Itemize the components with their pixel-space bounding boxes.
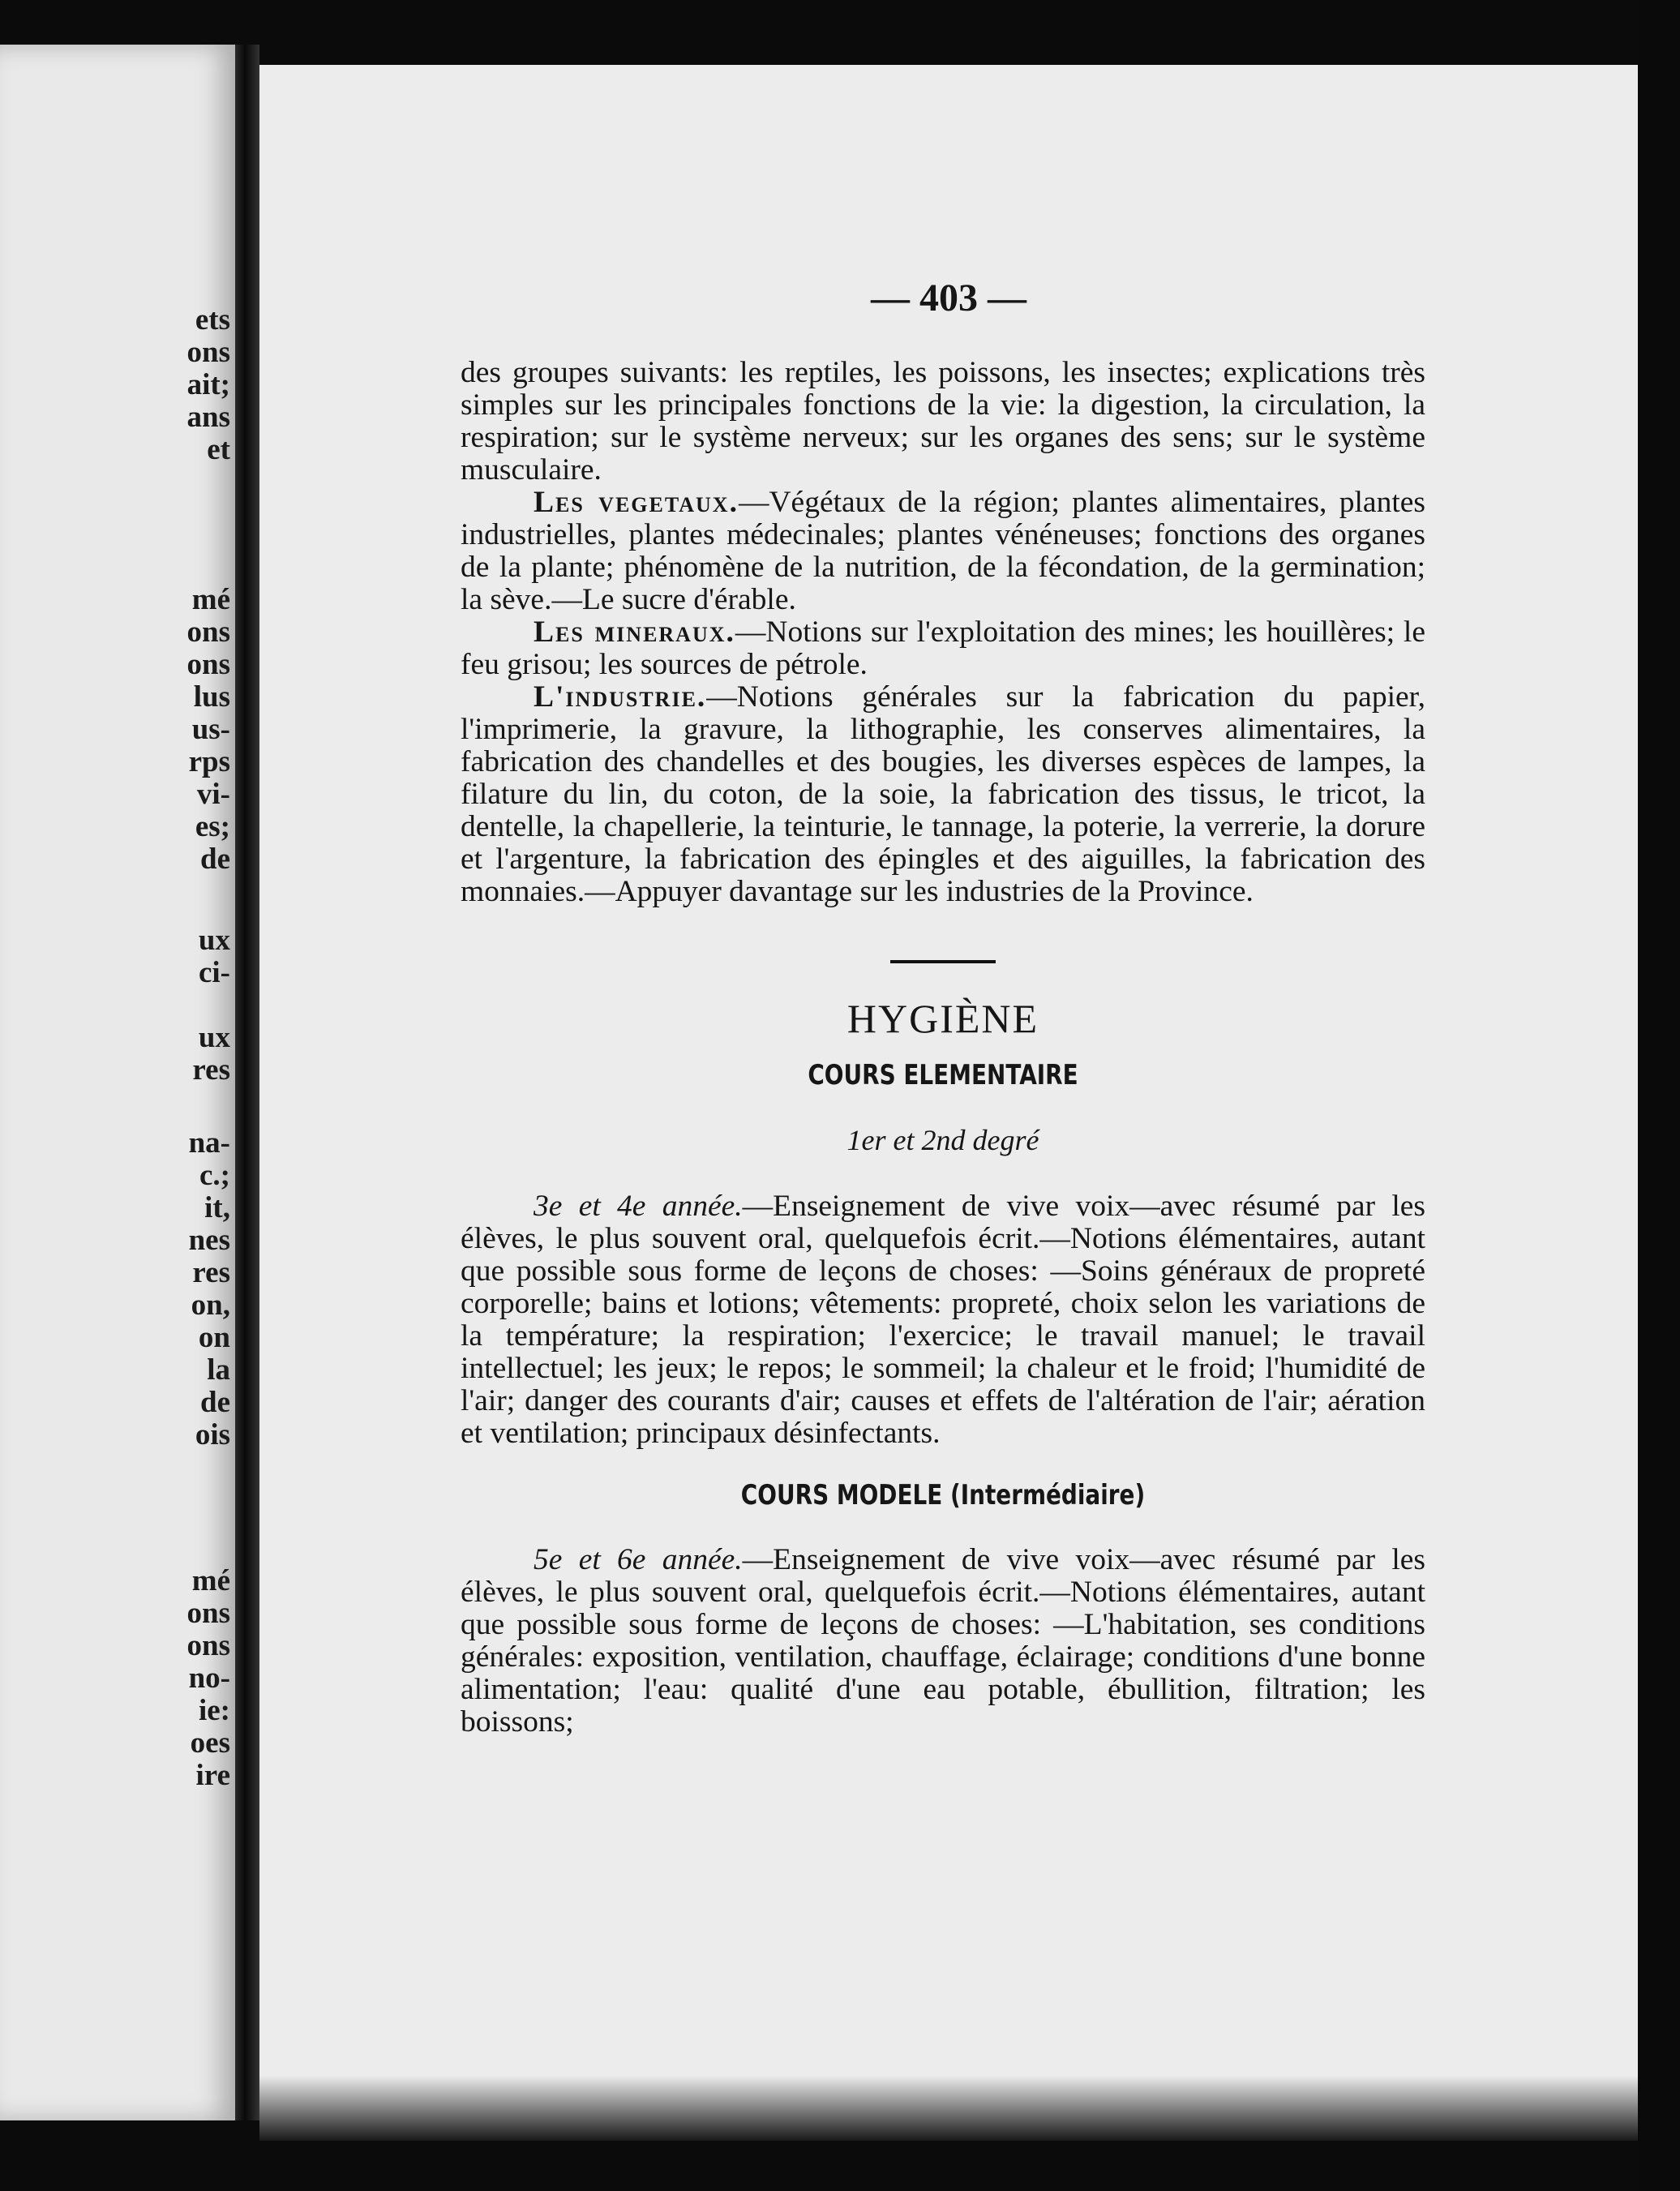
left-page [0, 45, 235, 2120]
left-page-fragment: na- [188, 1126, 230, 1160]
left-page-fragment: ie: [198, 1694, 230, 1727]
left-page-fragment: res [192, 1053, 230, 1087]
left-page-fragment: ci- [198, 956, 230, 989]
left-page-fragment: ois [195, 1418, 230, 1451]
elementaire-lead: 3e et 4e année. [534, 1190, 743, 1223]
vegetaux-text: —Végétaux de la région; plantes alimentaires, plantes industrielles, plantes médecinales; plantes vénéneuses; fonctions des organes de la plante; phénomène de la nutrition, de la fécondation, de la germination; la sève.—Le sucre d'érable. [461, 486, 1425, 616]
left-page-fragment: nes [188, 1224, 230, 1257]
left-page-fragment: us- [191, 713, 230, 746]
left-page-fragment: lus [193, 680, 230, 714]
book-spine [235, 45, 259, 2120]
left-page-fragment: de [200, 1386, 230, 1419]
mineraux-text: —Notions sur l'exploitation des mines; les houillères; le feu grisou; les sources de pétrole. [461, 615, 1425, 681]
left-page-fragment: ux [198, 1021, 230, 1054]
left-page-fragment: ait; [186, 368, 230, 401]
left-page-fragment: ans [186, 401, 230, 434]
page-number: — 403 — [871, 277, 1026, 319]
vegetaux-paragraph [461, 487, 1425, 616]
left-page-fragment: ons [186, 336, 230, 369]
page-body [461, 357, 1425, 1739]
section-title: HYGIÈNE [846, 996, 1039, 1041]
left-page-fragment: mé [191, 1564, 230, 1597]
left-page-fragment: on, [191, 1288, 230, 1322]
cours-modele-heading: COURS MODELE (Intermédiaire) [740, 1479, 1146, 1511]
modele-paragraph [461, 1544, 1425, 1739]
scan-border [1638, 0, 1680, 2191]
left-page-fragment: ons [186, 1597, 230, 1630]
modele-text: —Enseignement de vive voix—avec résumé par les élèves, le plus souvent oral, quelquefois écrit.—Notions élémentaires, autant que possible sous forme de leçons de choses: —L'habitation, ses conditions générales: exposition, ventilation, chauffage, éclairage; conditions d'une bonne alimentation; l'eau: qualité d'une eau potable, ébullition, filtration; les boissons; [461, 1543, 1426, 1739]
left-page-fragment: on [198, 1321, 230, 1354]
left-page-fragment: res [192, 1256, 230, 1289]
left-page-fragment: la [207, 1353, 230, 1387]
left-page-fragment: de [200, 843, 230, 876]
industrie-text: —Notions générales sur la fabrication du papier, l'imprimerie, la gravure, la lithographie, les conserves alimentaires, la fabrication des chandelles et des bougies, les diverses espèces de lampes, la filature du lin, du coton, de la soie, la fabrication des tissus, le tricot, la dentelle, la chapellerie, la teinturie, le tannage, la poterie, la verrerie, la dorure et l'argenture, la fabrication des épingles et des aiguilles, la fabrication des monnaies.—Appuyer davantage sur les industries de la Province. [461, 680, 1425, 908]
modele-lead: 5e et 6e année. [534, 1543, 743, 1576]
degree-heading: 1er et 2nd degré [846, 1124, 1039, 1156]
industrie-paragraph [461, 681, 1425, 908]
left-page-fragment: vi- [196, 778, 230, 811]
left-page-fragment: ets [195, 303, 230, 337]
left-page-fragment: oes [190, 1726, 230, 1760]
section-divider [890, 960, 996, 963]
left-page-text-fragments [88, 45, 230, 2120]
elementaire-paragraph [461, 1190, 1425, 1450]
left-page-fragment: es; [195, 810, 230, 843]
industrie-label: L'industrie. [534, 680, 707, 714]
left-page-fragment: rps [188, 745, 230, 778]
left-page-fragment: ons [186, 648, 230, 681]
cours-elementaire-heading: COURS ELEMENTAIRE [808, 1059, 1078, 1091]
left-page-fragment: ux [198, 924, 230, 957]
left-page-fragment: ire [195, 1759, 230, 1792]
intro-paragraph: des groupes suivants: les reptiles, les poissons, les insectes; explications très simples sur les principales fonctions de la vie: la digestion, la circulation, la respiration; sur le système nerveux; sur les organes des sens; sur le système musculaire. [461, 356, 1425, 487]
page-bottom-shadow [259, 2076, 1638, 2141]
left-page-fragment: it, [204, 1191, 230, 1224]
vegetaux-label: Les vegetaux. [534, 486, 739, 519]
left-page-fragment: c.; [199, 1159, 230, 1192]
mineraux-paragraph [461, 616, 1425, 681]
left-page-fragment: ons [186, 615, 230, 649]
left-page-fragment: ons [186, 1629, 230, 1662]
elementaire-text: —Enseignement de vive voix—avec résumé par les élèves, le plus souvent oral, quelquefois écrit.—Notions élémentaires, autant que possible sous forme de leçons de choses: —Soins généraux de propreté corporelle; bains et lotions; vêtements: propreté, choix selon les variations de la température; la respiration; l'exercice; le travail manuel; le travail intellectuel; les jeux; le repos; le sommeil; la chaleur et le froid; l'humidité de l'air; danger des courants d'air; causes et effets de l'altération de l'air; aération et ventilation; principaux désinfectants. [461, 1190, 1426, 1450]
left-page-fragment: no- [188, 1661, 230, 1695]
mineraux-label: Les mineraux. [534, 615, 735, 649]
left-page-fragment: et [207, 433, 230, 466]
left-page-fragment: mé [191, 583, 230, 616]
